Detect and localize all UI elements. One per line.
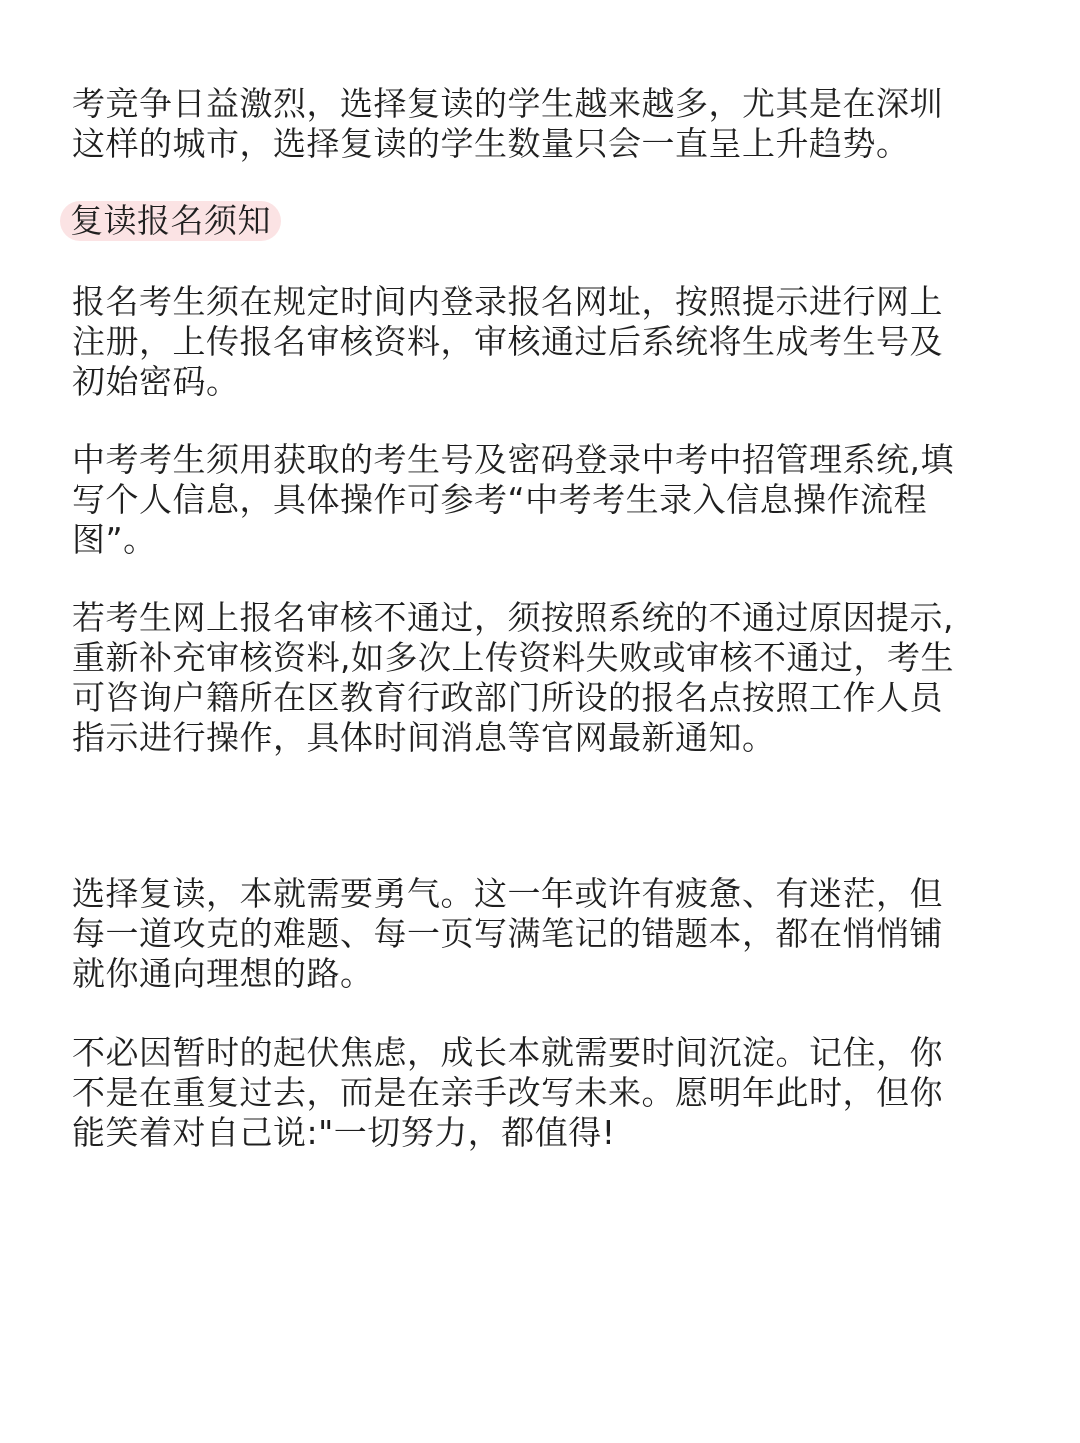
text-line: 考竞争日益激烈，选择复读的学生越来越多，尤其是在深圳 (72, 84, 943, 123)
text-line: 就你通向理想的路。 (72, 954, 374, 993)
text-line: 不是在重复过去，而是在亲手改写未来。愿明年此时，但你 (72, 1073, 943, 1112)
paragraph-registration (72, 282, 992, 402)
text-line: 中考考生须用获取的考生号及密码登录中考中招管理系统,填 (72, 440, 954, 479)
text-line: 图”。 (72, 520, 157, 559)
paragraph-review-failed (72, 598, 992, 758)
closing-paragraph-future (72, 1033, 992, 1153)
intro-paragraph (72, 84, 992, 164)
text-line: 报名考生须在规定时间内登录报名网址，按照提示进行网上 (72, 282, 943, 321)
text-line: 写个人信息，具体操作可参考“中考考生录入信息操作流程 (72, 480, 928, 519)
section-heading: 复读报名须知 (70, 201, 271, 240)
closing-paragraph-courage (72, 874, 992, 994)
text-line: 不必因暂时的起伏焦虑，成长本就需要时间沉淀。记住，你 (72, 1033, 943, 1072)
text-line: 能笑着对自己说:"一切努力，都值得! (72, 1113, 616, 1152)
text-line: 初始密码。 (72, 362, 240, 401)
text-line: 选择复读，本就需要勇气。这一年或许有疲惫、有迷茫，但 (72, 874, 943, 913)
text-line: 重新补充审核资料,如多次上传资料失败或审核不通过，考生 (72, 638, 954, 677)
text-line: 这样的城市，选择复读的学生数量只会一直呈上升趋势。 (72, 124, 910, 163)
text-line: 可咨询户籍所在区教育行政部门所设的报名点按照工作人员 (72, 678, 943, 717)
text-line: 每一道攻克的难题、每一页写满笔记的错题本，都在悄悄铺 (72, 914, 943, 953)
paragraph-info-entry (72, 440, 992, 560)
text-line: 注册，上传报名审核资料，审核通过后系统将生成考生号及 (72, 322, 943, 361)
text-line: 指示进行操作，具体时间消息等官网最新通知。 (72, 718, 776, 757)
section-heading-highlight (60, 201, 281, 241)
text-line: 若考生网上报名审核不通过，须按照系统的不通过原因提示, (72, 598, 954, 637)
